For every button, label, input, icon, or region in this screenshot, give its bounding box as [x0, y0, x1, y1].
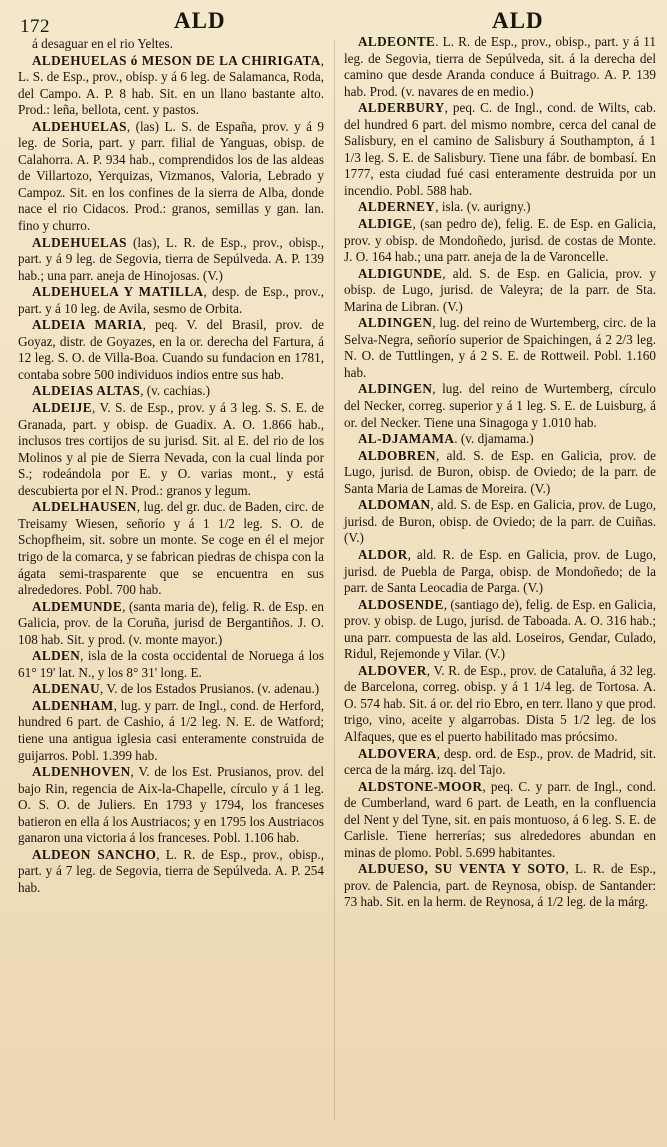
entry: [344, 861, 656, 911]
entry-text: , V. S. de Esp., prov. y á 3 leg. S. S. E. de Granada, part. y obisp. de Guadix. A. O. 1.866 hab., inclusos tres cortijos de su jurisd. Sit. al E. del rio de los Molinos y al pie de Sierra Nevada, con la cual linda por S.; rodeándola por E. y O. varias mont., y está descubierta por el N. Prod.: granos y legum.: [18, 400, 324, 498]
entry-headword: ALDINGEN: [358, 315, 433, 331]
entry-headword: ALDERBURY: [358, 100, 445, 116]
entry: [18, 764, 324, 847]
entry-text: , ald. S. de Esp. en Galicia, prov. de Lugo, jurisd. de Buron, obisp. de Oviedo; de la parr. de Cuiñas. (V.): [344, 497, 656, 546]
entry-headword: ALDEHUELA Y MATILLA: [32, 284, 204, 300]
entry: [18, 317, 324, 383]
entry-headword: ALDOVERA: [358, 745, 437, 761]
page-number: 172: [20, 16, 50, 37]
entry-text: , desp. ord. de Esp., prov. de Madrid, sit. cerca de la márg. izq. del Tajo.: [344, 745, 656, 778]
entry-headword: ALDELHAUSEN: [32, 499, 137, 515]
entry: [18, 284, 324, 317]
entry: [344, 547, 656, 597]
entry-text: , L. R. de Esp., prov., obisp., part. y á 7 leg. de Segovia, tierra de Sepúlveda. A. P. 254 hab.: [18, 846, 324, 895]
entry-headword: ALDEN: [32, 648, 81, 664]
entry: [18, 119, 324, 235]
entry: [344, 448, 656, 498]
entry-headword: ALDUESO, SU VENTA Y SOTO: [358, 861, 566, 877]
entry-text: , (v. cachias.): [140, 383, 210, 399]
entry-headword: ALDOR: [358, 546, 408, 562]
entry: [344, 663, 656, 746]
running-head-left: ALD: [174, 8, 226, 33]
entry: [18, 681, 324, 698]
entry-text: , (san pedro de), felig. E. de Esp. en Galicia, prov. y obisp. de Mondoñedo, jurisd. de costas de Monte. J. O. 164 hab.; una parr. aneja de la de Varoncelle.: [344, 216, 656, 265]
entry-headword: ALDERNEY: [358, 199, 436, 215]
entry: [18, 36, 324, 53]
entry-text: , lug. del gr. duc. de Baden, circ. de Treisamy Wiesen, señorío y á 1 1/2 leg. S. O. de Schopfheim, sit. sobre un monte. Se coge en él el mejor trigo de la comarca, y se fabrican piedras de chispa con la ágata semi-trasparente que se encuentra en sus alrededores. Pobl. 700 hab.: [18, 499, 324, 598]
entry-text: , V. R. de Esp., prov. de Cataluña, á 32 leg. de Barcelona, correg. obisp. y á 1 1/4 leg. de Tortosa. A. O. 574 hab. Sit. á or. del rio Ebro, en terr. llano y que prod. trigo, vino, aceite y algarrobas. Dista 5 1/2 leg. de los Alfaques, que es el puerto habilitado mas prócsimo.: [344, 662, 656, 744]
right-column: [344, 34, 656, 911]
entry: [344, 431, 656, 448]
entry: [344, 199, 656, 216]
entry-headword: ALDINGEN: [358, 381, 433, 397]
entry-headword: ALDENHOVEN: [32, 764, 131, 780]
entry-headword: ALDOSENDE: [358, 596, 444, 612]
entry-headword: ALDIGE: [358, 216, 413, 232]
entry: [344, 779, 656, 862]
entry-headword: ALDOVER: [358, 662, 427, 678]
entry: [18, 53, 324, 119]
entry-headword: AL-DJAMAMA: [358, 431, 455, 447]
entry-text: , peq. C. de Ingl., cond. de Wilts, cab. del hundred 6 part. del mismo nombre, cerca del canal de Salisbury, en el camino de Salisbury á Southampton, á 1 1/3 leg. S. E. de Salisbury. Tiene una fábr. de bombasí. En 1777, esta ciudad fué casi enteramente destruida por un incendio. Pobl. 588 hab.: [344, 100, 656, 198]
entry-headword: ALDEON SANCHO: [32, 846, 157, 862]
entry-text: á desaguar en el rio Yeltes.: [32, 36, 173, 51]
entry-text: , ald. S. de Esp. en Galicia, prov. de Lugo, jurisd. de Buron, obisp. de Oviedo; de la parr. de Santa Maria de Lamas de Moreira. (V.): [344, 447, 656, 496]
entry-text: (las), L. R. de Esp., prov., obisp., part. y á 9 leg. de Segovia, tierra de Sepúlveda. A. P. 139 hab.; una parr. aneja de Hinojosas. (V.): [18, 234, 324, 283]
entry-headword: ALDSTONE-MOOR: [358, 778, 483, 794]
entry: [344, 746, 656, 779]
entry-headword: ALDEHUELAS ó MESON DE LA CHIRIGATA: [32, 52, 321, 68]
entry: [18, 400, 324, 499]
column-divider: [334, 40, 335, 1120]
entry-headword: ALDEIA MARIA: [32, 317, 143, 333]
entry-text: , isla. (v. aurigny.): [435, 199, 531, 215]
entry-text: , isla de la costa occidental de Noruega á los 61° 19' lat. N., y los 8° 31' long. E.: [18, 648, 324, 680]
running-head-right: ALD: [492, 8, 544, 33]
entry: [18, 698, 324, 764]
entry: [344, 315, 656, 381]
entry-text: , desp. de Esp., prov., part. y á 10 leg. de Avila, sesmo de Orbita.: [18, 284, 324, 316]
entry-text: , ald. S. de Esp. en Galicia, prov. y obisp. de Lugo, jurisd. de Valeyra; de la parr. de Sta. Marina de Libran. (V.): [344, 265, 656, 314]
entry: [344, 100, 656, 199]
entry-headword: ALDENHAM: [32, 697, 114, 713]
entry: [18, 648, 324, 681]
entry-headword: ALDEIAS ALTAS: [32, 383, 141, 399]
entry: [344, 597, 656, 663]
entry-text: , L. R. de Esp., prov. de Palencia, part. de Reynosa, obisp. de Santander: 73 hab. Sit. en la herm. de Reynosa, á 1/2 leg. de la márg.: [344, 861, 656, 910]
entry: [344, 381, 656, 431]
entry-text: , lug. del reino de Wurtemberg, circ. de la Selva-Negra, señorío superior de Spaichingen, á 2 2/3 leg. N. O. de Tuttlingen, y á 2 S. E. de Rottweil. Pobl. 1.160 hab.: [344, 315, 656, 380]
entry: [344, 34, 656, 100]
entry-text: , V. de los Estados Prusianos. (v. adenau.): [100, 681, 320, 697]
entry: [344, 497, 656, 547]
entry-text: , lug. y parr. de Ingl., cond. de Herford, hundred 6 part. de Cashio, á 1/2 leg. N. E. de Watford; tiene una antigua iglesia casi enteramente construida de guijarros. Pobl. 1.399 hab.: [18, 697, 324, 763]
entry-text: , lug. del reino de Wurtemberg, círculo del Necker, correg. superior y á 1 leg. S. E. de Luisburg, á or. del Necker. Tiene una Sinagoga y 1.010 hab.: [344, 381, 656, 430]
entry-headword: ALDIGUNDE: [358, 265, 443, 281]
entry-text: , L. S. de Esp., prov., obisp. y á 6 leg. de Salamanca, Roda, del Campo. A. P. 8 hab. Sit. en un llano bastante alto. Prod.: leña, bellota, cent. y pastos.: [18, 52, 324, 118]
entry-headword: ALDEHUELAS: [32, 234, 127, 250]
entry-text: , peq. V. del Brasil, prov. de Goyaz, distr. de Goyazes, en la or. derecha del Fartura, á 12 leg. S. O. de Villa-Boa. Cuando su fundacion en 1781, contaba sobre 500 individuos indios entre sus hab.: [18, 317, 324, 382]
entry-headword: ALDOBREN: [358, 447, 436, 463]
entry-headword: ALDEIJE: [32, 400, 92, 416]
entry: [344, 266, 656, 316]
entry: [18, 599, 324, 649]
entry-text: , peq. C. y parr. de Ingl., cond. de Cumberland, ward 6 part. de Leath, en la confluencia del Nent y del Tyne, sit. en pais montuoso, á 6 leg. S. E. de Carlisle. Tiene herrerías; sus alrededores abundan en minas de plomo. Pobl. 5.699 habitantes.: [344, 778, 656, 860]
entry: [18, 847, 324, 897]
entry: [18, 235, 324, 285]
entry-text: , (santiago de), felig. de Esp. en Galicia, prov. y obisp. de Lugo, jurisd. de Taboada. A. O. 316 hab.; una parr. compuesta de las ald. Loseiros, Gendar, Culado, Ridul, Rejemonde y Vilar. (V.): [344, 596, 656, 662]
entry-headword: ALDENAU: [32, 681, 101, 697]
entry-text: , V. de los Est. Prusianos, prov. del bajo Rin, regencia de Aix-la-Chapelle, círculo y á 1 leg. O. S. O. de Juliers. En 1793 y 1794, los franceses batieron en ella á los Austriacos; y en 1795 los Austriacos ganaron una victoria á los franceses. Pobl. 1.106 hab.: [18, 764, 324, 846]
entry: [18, 499, 324, 598]
entry-headword: ALDOMAN: [358, 497, 431, 513]
entry-text: , (las) L. S. de España, prov. y á 9 leg. de Soria, part. y parr. filial de Yanguas, obisp. de Calahorra. A. P. 934 hab., comprendidos los de las aldeas de Villartozo, Yerquizas, Vizmanos, Valoria, Lebrado y Campoz. Sit. en los confines de la sierra de Alba, donde nace el rio Cidacos. Prod.: granos, semillas y gan. lan. fino y churro.: [18, 118, 324, 234]
entry-text: , (santa maria de), felig. R. de Esp. en Galicia, prov. de la Coruña, jurisd de Bergantiños. J. O. 108 hab. Sit. y prod. (v. monte mayor.): [18, 598, 324, 647]
entry-text: . (v. djamama.): [454, 431, 534, 447]
entry: [344, 216, 656, 266]
left-column: [18, 36, 324, 896]
entry-text: . L. R. de Esp., prov., obisp., part. y á 11 leg. de Segovia, tierra de Sepúlveda, sit. á la derecha del camino que desde Aranda conduce á Buitrago. A. P. 139 hab. Prod. (v. navares de en medio.): [344, 34, 656, 99]
entry-headword: ALDEMUNDE: [32, 598, 123, 614]
entry-headword: ALDEHUELAS: [32, 118, 127, 134]
entry: [18, 383, 324, 400]
entry-text: , ald. R. de Esp. en Galicia, prov. de Lugo, jurisd. de Puebla de Parga, obisp. de Mondoñedo; de la parr. de Santa Leocadia de Parga. (V.): [344, 546, 656, 596]
entry-headword: ALDEONTE: [358, 34, 436, 49]
